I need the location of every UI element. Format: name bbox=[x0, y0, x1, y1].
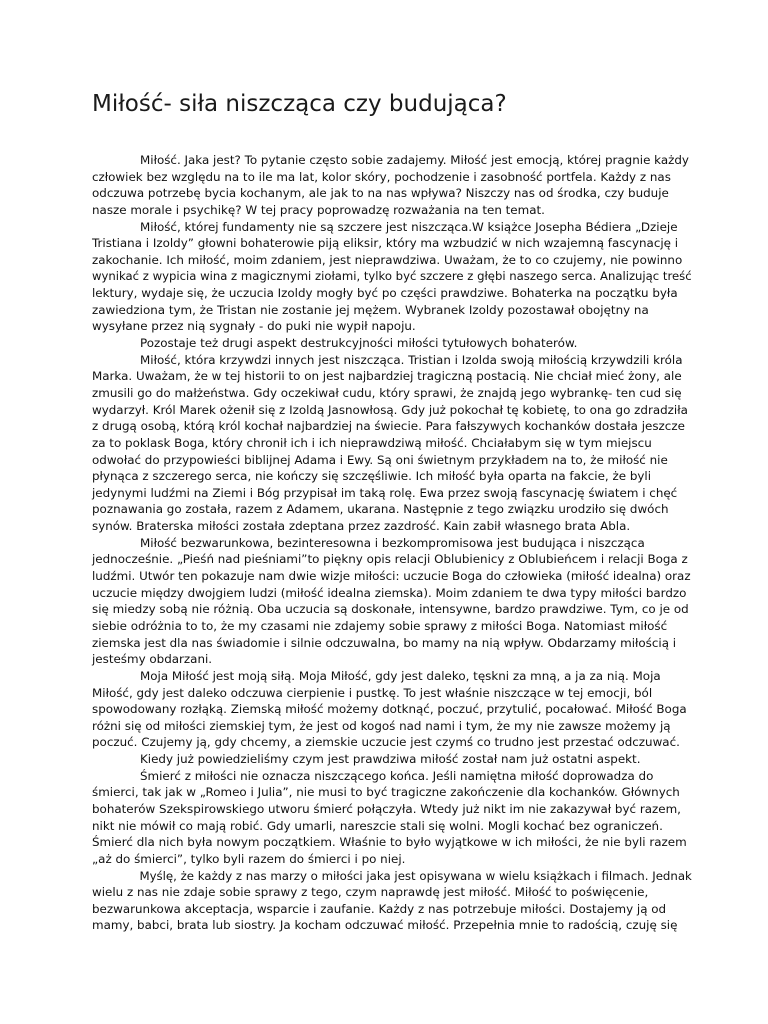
text-line: odwołać do przypowieści biblijnej Adama i Ewy. Są oni świetnym przykładem na to, że miłość nie bbox=[92, 452, 668, 467]
text-line: uczucie między dwojgiem ludzi (miłość idealna ziemska). Moim zdaniem te dwa typy miłości bardzo bbox=[92, 585, 687, 600]
text-line: wielu z nas nie zdaje sobie sprawy z tego, czym naprawdę jest miłość. Miłość to poświęcenie, bbox=[92, 885, 649, 900]
text-line: Miłość bezwarunkowa, bezinteresowna i bezkompromisowa jest budująca i niszcząca bbox=[140, 535, 645, 550]
text-line: ludźmi. Utwór ten pokazuje nam dwie wizje miłości: uczucie Boga do człowieka (miłość idealna) oraz bbox=[92, 569, 691, 584]
text-line: Moja Miłość jest moją siłą. Moja Miłość, gdy jest daleko, tęskni za mną, a ja za nią. Moja bbox=[140, 668, 661, 683]
text-line: Miłość, która krzywdzi innych jest niszcząca. Tristian i Izolda swoją miłością krzywdzili króla bbox=[140, 352, 683, 367]
text-line: się miedzy sobą nie różnią. Oba uczucia są doskonałe, intensywne, bardzo prawdziwe. Tym, co je od bbox=[92, 602, 689, 617]
text-line: wynikać z wypicia wina z magicznymi ziołami, tylko być szczere z głębi naszego serca. Analizując treść bbox=[92, 269, 692, 284]
text-line: zmusili go do małżeństwa. Gdy oczekiwał cudu, który sprawi, że znajdą jego wybrankę- ten cud się bbox=[92, 385, 682, 400]
text-line: różni się od miłości ziemskiej tym, że jest od kogoś nad nami i tym, że my nie zawsze możemy ją bbox=[92, 718, 671, 733]
text-line: Tristiana i Izoldy” głowni bohaterowie piją eliksir, który ma wzbudzić w nich wzajemną fascynację i bbox=[92, 236, 679, 251]
text-line: zawiedziona tym, że Tristan nie zostanie jej mężem. Wybranek Izoldy pozostawał obojętny na bbox=[92, 302, 649, 317]
text-line: ziemska jest dla nas świadomie i silnie odczuwalna, bo mamy na nią wpływ. Obdarzamy miłością i bbox=[92, 635, 677, 650]
text-line: Śmierć dla nich była nowym początkiem. Właśnie to było wyjątkowe w ich miłości, że nie byli razem bbox=[92, 835, 687, 850]
text-line: wydarzył. Król Marek ożenił się z Izoldą Jasnowłosą. Gdy już pokochał tę kobietę, to ona go zdradziła bbox=[92, 402, 688, 417]
text-line: nikt nie mówił co mają robić. Gdy umarli, nareszcie stali się wolni. Mogli kochać bez ograniczeń. bbox=[92, 818, 663, 833]
text-line: jesteśmy obdarzani. bbox=[92, 652, 213, 667]
document-title: Miłość- siła niszcząca czy budująca? bbox=[92, 91, 507, 117]
text-line: lektury, wydaje się, że uczucia Izoldy mogły być po części prawdziwe. Bohaterka na początku była bbox=[92, 286, 678, 301]
text-line: odczuwa potrzebę bycia kochanym, ale jak to na nas wpływa? Niszczy nas od środka, czy buduje bbox=[92, 186, 669, 201]
text-line: nasze morale i psychikę? W tej pracy poprowadzę rozważania na ten temat. bbox=[92, 202, 545, 217]
text-line: człowiek bez względu na to ile ma lat, kolor skóry, pochodzenie i zasobność portfela. Każdy z nas bbox=[92, 169, 671, 184]
text-line: Pozostaje też drugi aspekt destrukcyjności miłości tytułowych bohaterów. bbox=[140, 336, 578, 351]
text-line: spowodowany rozłąką. Ziemską miłość możemy dotknąć, poczuć, przytulić, pocałować. Miłość Boga bbox=[92, 702, 687, 717]
text-line: Miłość, której fundamenty nie są szczere jest niszcząca.W książce Josepha Bédiera „Dzieje bbox=[140, 219, 678, 234]
text-line: śmierci, tak jak w „Romeo i Julia”, nie musi to być tragiczne zakończenie dla kochanków. Głównych bbox=[92, 785, 680, 800]
text-line: jednocześnie. „Pieśń nad pieśniami”to piękny opis relacji Oblubienicy z Oblubieńcem i relacji Boga z bbox=[92, 552, 688, 567]
text-line: wysyłane przez nią sygnały - do puki nie wypił napoju. bbox=[92, 319, 416, 334]
document-body bbox=[92, 152, 692, 934]
text-line: jedynymi ludźmi na Ziemi i Bóg przypisał im taką rolę. Ewa przez swoją fascynację światem i chęć bbox=[92, 485, 678, 500]
text-line: z drugą osobą, którą król kochał najbardziej na świecie. Para fałszywych kochanków dostała jeszcze bbox=[92, 419, 685, 434]
text-line: bezwarunkowa akceptacja, wsparcie i zaufanie. Każdy z nas potrzebuje miłości. Dostajemy ją od bbox=[92, 901, 667, 916]
text-line: poznawania go została, razem z Adamem, ukarana. Następnie z tego związku urodziło się dwóch bbox=[92, 502, 669, 517]
text-line: poczuć. Czujemy ją, gdy chcemy, a ziemskie uczucie jest czymś co trudno jest przestać odczuwać. bbox=[92, 735, 680, 750]
text-line: siebie odróżnia to to, że my czasami nie zdajemy sobie sprawy z miłości Boga. Natomiast miłość bbox=[92, 618, 668, 633]
text-line: Miłość, gdy jest daleko odczuwa cierpienie i pustkę. To jest właśnie niszczące w tej emocji, ból bbox=[92, 685, 653, 700]
text-line: „aż do śmierci”, tylko byli razem do śmierci i po niej. bbox=[92, 851, 406, 866]
text-line: Śmierć z miłości nie oznacza niszczącego końca. Jeśli namiętna miłość doprowadza do bbox=[140, 768, 654, 783]
text-line: zakochanie. Ich miłość, moim zdaniem, jest nieprawdziwa. Uważam, że to co czujemy, nie powinno bbox=[92, 252, 683, 267]
text-line: Marka. Uważam, że w tej historii to on jest najbardziej tragiczną postacią. Nie chciał mieć żony, ale bbox=[92, 369, 682, 384]
text-line: płynąca z szczerego serca, nie kończy się szczęśliwie. Ich miłość była oparta na fakcie, że byli bbox=[92, 469, 652, 484]
text-line: bohaterów Szekspirowskiego utworu śmierć połączyła. Wtedy już nikt im nie zakazywał być razem, bbox=[92, 801, 681, 816]
text-line: Miłość. Jaka jest? To pytanie często sobie zadajemy. Miłość jest emocją, której pragnie każdy bbox=[140, 153, 689, 167]
text-line: mamy, babci, brata lub siostry. Ja kocham odczuwać miłość. Przepełnia mnie to radością, czuję się bbox=[92, 918, 678, 933]
text-line: za to poklask Boga, który chronił ich i ich nieprawdziwą miłość. Chciałabym się w tym miejscu bbox=[92, 435, 652, 450]
text-line: Kiedy już powiedzieliśmy czym jest prawdziwa miłość został nam już ostatni aspekt. bbox=[140, 752, 641, 767]
text-line: synów. Braterska miłości została zdeptana przez zazdrość. Kain zabił własnego brata Abla. bbox=[92, 519, 631, 534]
text-line: Myślę, że każdy z nas marzy o miłości jaka jest opisywana w wielu książkach i filmach. Jednak bbox=[139, 868, 692, 883]
